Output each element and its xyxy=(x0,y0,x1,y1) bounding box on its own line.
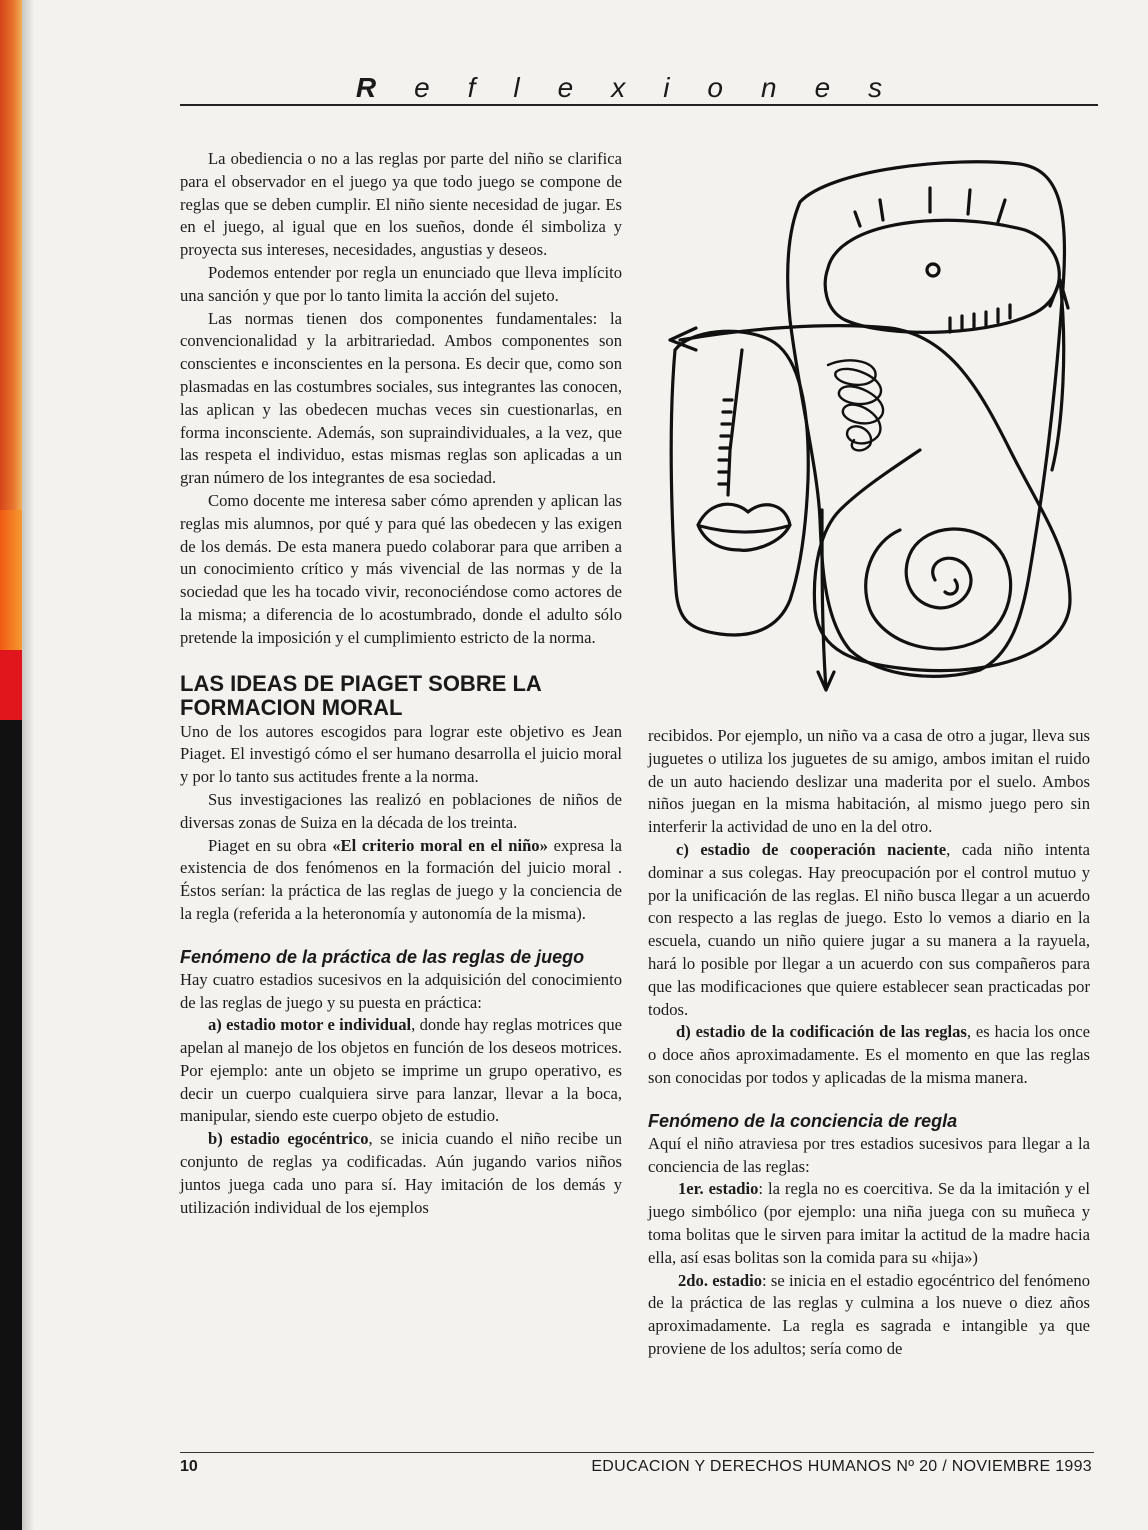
paragraph: Aquí el niño atraviesa por tres estadios sucesivos para llegar a la conciencia de las reglas: xyxy=(648,1133,1090,1176)
paragraph xyxy=(648,1178,1090,1269)
page-number: 10 xyxy=(180,1458,198,1475)
page-gutter-shadow xyxy=(22,0,34,1530)
stage-label: c) estadio de cooperación naciente xyxy=(676,839,947,859)
paragraph xyxy=(648,839,1090,1021)
paragraph: Sus investigaciones las realizó en poblaciones de niños de diversas zonas de Suiza en la década de los treinta. xyxy=(180,789,622,832)
paragraph: Podemos entender por regla un enunciado que lleva implícito una sanción y que por lo tanto limita la acción del sujeto. xyxy=(180,262,622,305)
binding-orange-band xyxy=(0,0,22,510)
drawing-scribble xyxy=(828,360,883,450)
subheading-practica: Fenómeno de la práctica de las reglas de juego xyxy=(180,946,585,967)
stage-label: 1er. estadio xyxy=(678,1179,759,1199)
subheading-conciencia: Fenómeno de la conciencia de regla xyxy=(648,1110,958,1131)
paragraph: Las normas tienen dos componentes fundamentales: la convencionalidad y la arbitrariedad. Ambos componentes son conscientes e inconscientes en la persona. Es decir que, como son plasmadas en las costumbres sociales, sus integrantes las conocen, las aplican y las obedecen muchas veces sin cuestionarlas, en forma inconsciente. Además, son supraindividuales, a la vez, que las respeta el individuo, estas mismas reglas son aplicadas a un gran número de los integrantes de esa sociedad. xyxy=(180,308,622,488)
section-title-initial: R xyxy=(355,72,415,103)
drawing-spiral-inner xyxy=(945,580,957,594)
paragraph xyxy=(648,1270,1090,1361)
left-column xyxy=(180,148,622,1219)
paragraph: Uno de los autores escogidos para lograr este objetivo es Jean Piaget. El investigó cómo el ser humano desarrolla el juicio moral y por lo tanto sus actitudes frente a la norma. xyxy=(180,721,622,787)
stage-label: a) estadio motor e individual xyxy=(208,1015,412,1035)
paragraph xyxy=(180,835,622,926)
section-title-rest: eflexiones xyxy=(414,72,921,103)
text-run: , es hacia los once o doce años aproximadamente. Es el momento en que las reglas son conocidas por todos y aplicadas de la misma manera. xyxy=(648,1022,1090,1087)
binding-red-band xyxy=(0,650,22,720)
text-run: : la regla no es coercitiva. Se da la imitación y el juego simbólico (por ejemplo: una niña juega con su muñeca y toma bolitas que le sirven para imitar la actitud de la madre hacia ella, así esas bolitas son la comida para su «hija») xyxy=(648,1179,1090,1267)
text-run: , se inicia cuando el niño recibe un conjunto de reglas ya codificadas. Aún jugando varios niños juntos juega cada uno para sí. Hay imitación de los demás y utilización individual de los ejemplos xyxy=(180,1129,622,1217)
header-rule xyxy=(180,104,1098,106)
drawing-eye-ellipse xyxy=(825,220,1059,332)
paragraph: recibidos. Por ejemplo, un niño va a casa de otro a jugar, lleva sus juguetes o utiliza los juguetes de su amigo, ambos imitan el ruido de un auto haciendo deslizar una maderita por el suelo. Ambos niños juegan en la misma habitación, al mismo juego pero sin interferir la actividad de uno en la del otro. xyxy=(648,726,1090,837)
paragraph xyxy=(648,1021,1090,1089)
section-heading-piaget: LAS IDEAS DE PIAGET SOBRE LA FORMACION MORAL xyxy=(180,670,542,720)
drawing-pupil xyxy=(927,264,939,276)
face-line-drawing-illustration xyxy=(650,150,1100,710)
paragraph: Hay cuatro estadios sucesivos en la adquisición del conocimiento de las reglas de juego y su puesta en práctica: xyxy=(180,969,622,1012)
right-column xyxy=(648,725,1090,1361)
text-run: : se inicia en el estadio egocéntrico del fenómeno de la práctica de las reglas y culmina a los nueve o diez años aproximadamente. La regla es sagrada e intangible ya que proviene de los adultos; sería como de xyxy=(648,1270,1090,1358)
stage-label: 2do. estadio xyxy=(678,1270,763,1290)
paragraph xyxy=(180,1128,622,1219)
paragraph: Como docente me interesa saber cómo aprenden y aplican las reglas mis alumnos, por qué y para qué las obedecen y las exigen de los demás. De esta manera puedo colaborar para que arriben a un conocimiento crítico y más vivencial de las normas y de la sociedad que les ha tocado vivir, reconociéndose como actores de la misma; a diferencia de lo acostumbrado, donde el adulto sólo pretende la imposición y el cumplimiento estricto de la norma. xyxy=(180,490,622,647)
drawing-spiral xyxy=(866,529,1011,649)
drawing-lips xyxy=(698,504,790,550)
text-run: Piaget en su obra xyxy=(208,835,333,855)
binding-edge xyxy=(0,0,22,1530)
text-run: , donde hay reglas motrices que apelan al manejo de los objetos en función de los deseos motrices. Por ejemplo: ante un objeto se imprime un grupo operativo, es decir un cuerpo cualquiera sirve para lanzar, llevar a la boca, manipular, siendo este cuerpo objeto de estudio. xyxy=(180,1015,622,1126)
publication-line: EDUCACION Y DERECHOS HUMANOS Nº 20 / NOVIEMBRE 1993 xyxy=(591,1458,1092,1475)
drawing-arrow-up xyxy=(1050,280,1068,470)
stage-label: b) estadio egocéntrico xyxy=(208,1129,369,1149)
section-title xyxy=(180,72,1096,108)
drawing-outer-head xyxy=(788,162,1065,677)
footer-rule xyxy=(180,1452,1094,1453)
stage-label: d) estadio de la codificación de las reglas xyxy=(676,1022,967,1042)
binding-black-band xyxy=(0,720,22,1530)
binding-orange-band-lower xyxy=(0,510,22,650)
text-run: , cada niño intenta dominar a sus colegas. Hay preocupación por el control mutuo y por la unificación de las reglas. El niño busca llegar a un acuerdo con respecto a las reglas de juego. Esto lo vemos a diario en la escuela, cuando un niño quiere jugar a su manera a la rayuela, hará lo posible por llegar a un acuerdo con sus compañeros para que las modificaciones que quiere establecer sean practicadas por todos. xyxy=(648,839,1090,1019)
book-title: «El criterio moral en el niño» xyxy=(332,835,548,855)
paragraph xyxy=(180,1014,622,1128)
paragraph: La obediencia o no a las reglas por parte del niño se clarifica para el observador en el juego ya que todo juego se compone de reglas que se deben cumplir. El niño siente necesidad de jugar. Es en el juego, al igual que en los sueños, donde él simboliza y proyecta sus intereses, necesidades, angustias y deseos. xyxy=(180,149,622,260)
text-run: expresa la existencia de dos fenómenos en la formación del juicio moral . Éstos serían: la práctica de las reglas de juego y la conciencia de la regla (referida a la heteronomía y autonomía de la misma). xyxy=(180,835,622,923)
